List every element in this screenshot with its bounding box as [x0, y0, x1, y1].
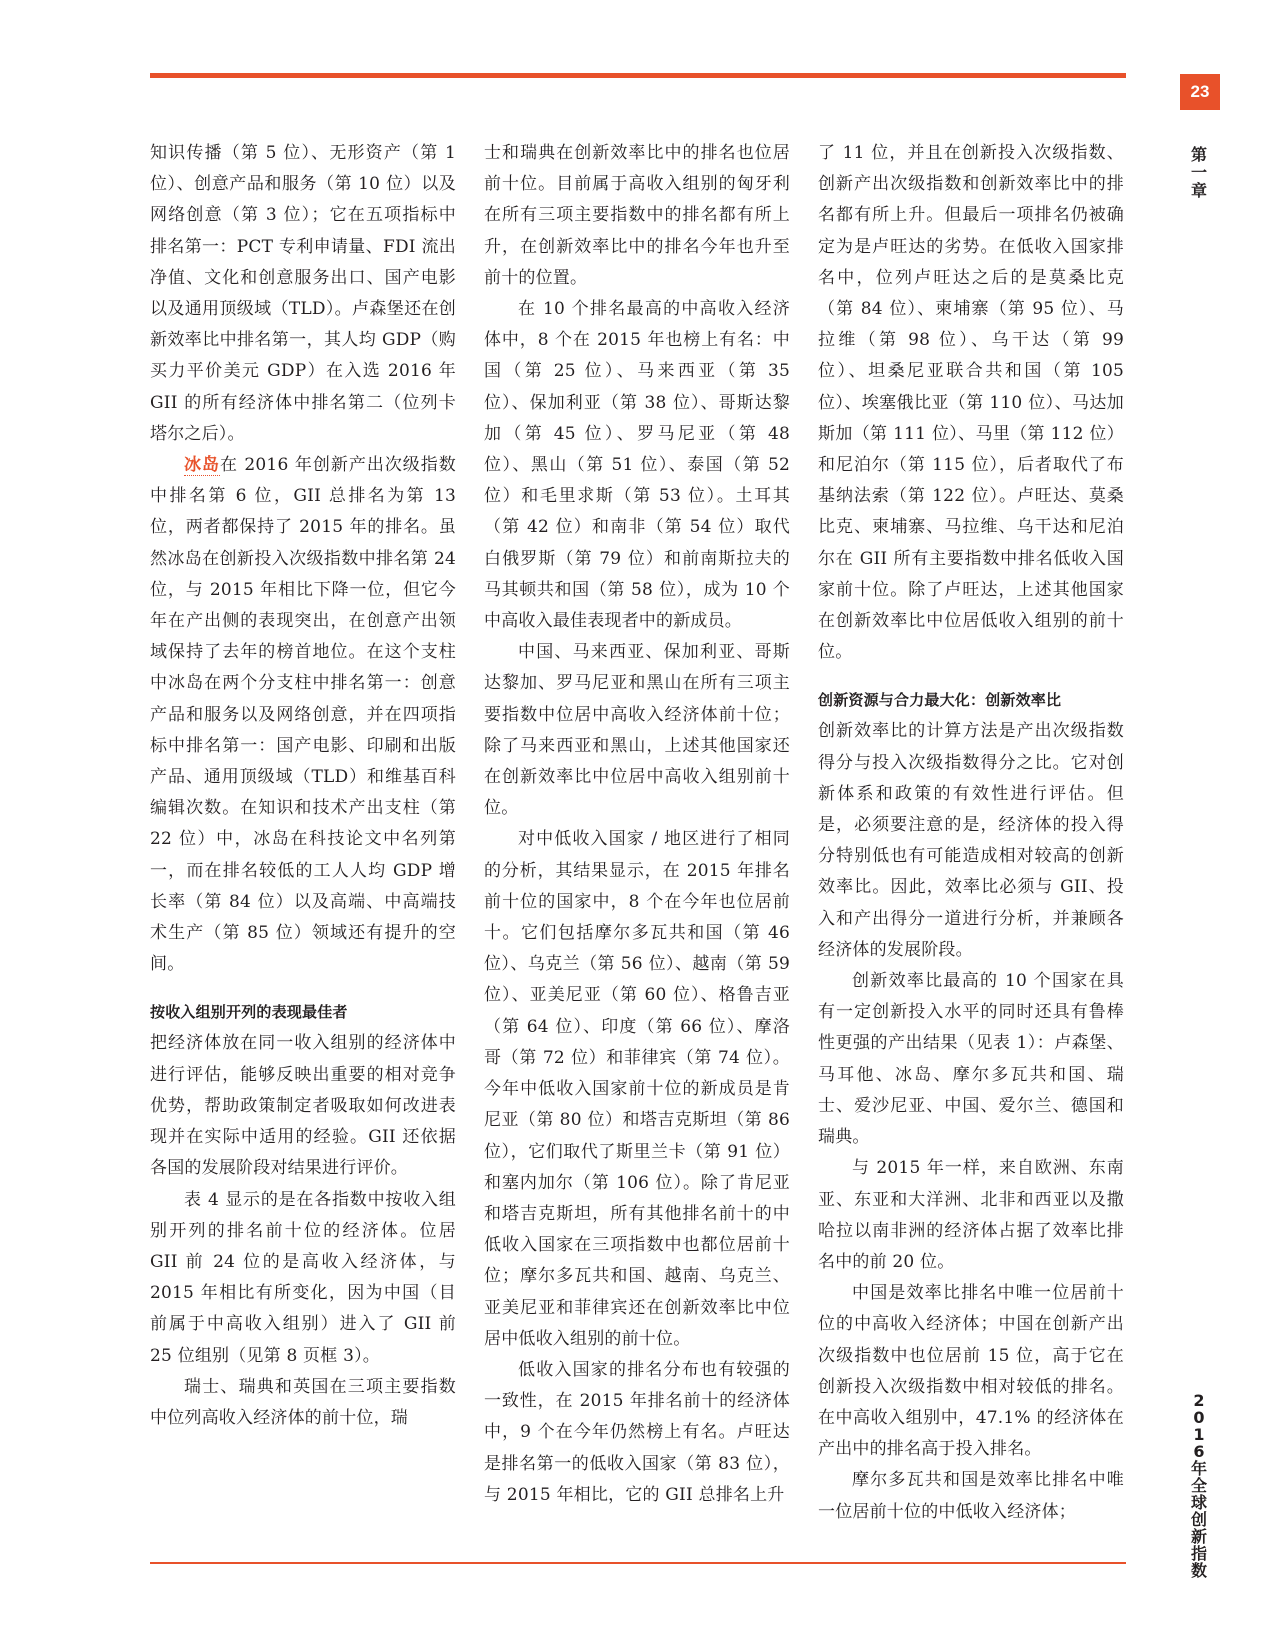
paragraph: 对中低收入国家 / 地区进行了相同的分析，其结果显示，在 2015 年排名前十位的国家中，8 个在今年也位居前十。它们包括摩尔多瓦共和国（第 46 位）、乌克兰（第 56 位）、越南（第 59 位）、亚美尼亚（第 60 位）、格鲁吉亚（第 64 位）、印度（第 66 位）、摩洛哥（第 72 位）和菲律宾（第 74 位）。今年中低收入国家前十位的新成员是肯尼亚（第 80 位）和塔吉克斯坦（第 86 位），它们取代了斯里兰卡（第 91 位）和塞内加尔（第 106 位）。除了肯尼亚和塔吉克斯坦，所有其他排名前十的中低收入国家在三项指数中也都位居前十位；摩尔多瓦共和国、越南、乌克兰、亚美尼亚和菲律宾还在创新效率比中位居中低收入组别的前十位。 [484, 829, 790, 1349]
book-title-char: 0 [1193, 1408, 1205, 1427]
section-heading: 按收入组别开列的表现最佳者 [150, 1003, 348, 1022]
paragraph: 低收入国家的排名分布也有较强的一致性，在 2015 年排名前十的经济体中，9 个在今年仍然榜上有名。卢旺达是排名第一的低收入国家（第 83 位），与 2015 年相比，它的 GII 总排名上升 [484, 1359, 790, 1505]
paragraph: 创新效率比的计算方法是产出次级指数得分与投入次级指数得分之比。它对创新体系和政策的有效性进行评估。但是，必须要注意的是，经济体的投入得分特别低也有可能造成相对较高的创新效率比。因此，效率比必须与 GII、投入和产出得分一道进行分析，并兼顾各经济体的发展阶段。 [818, 721, 1124, 960]
paragraph-text: 在 2016 年创新产出次级指数中排名第 6 位，GII 总排名为第 13 位，两者都保持了 2015 年的排名。虽然冰岛在创新投入次级指数中排名第 24 位，与 2015 年相比下降一位，但它今年在产出侧的表现突出，在创意产出领域保持了去年的榜首地位。在这个支柱中冰岛在两个分支柱中排名第一：创意产品和服务以及网络创意，并在四项指标中排名第一：国产电影、印刷和出版产品、通用顶级域（TLD）和维基百科编辑次数。在知识和技术产出支柱（第 22 位）中，冰岛在科技论文中名列第一，而在排名较低的工人人均 GDP 增长率（第 84 位）以及高端、中高端技术生产（第 85 位）领域还有提升的空间。 [150, 455, 456, 975]
text-column-1 [150, 138, 456, 1434]
book-title-char: 球 [1190, 1493, 1207, 1512]
paragraph: 表 4 显示的是在各指数中按收入组别开列的排名前十位的经济体。位居 GII 前 24 位的是高收入经济体，与 2015 年相比有所变化，因为中国（目前属于中高收入组别）进入了 GII 前 25 位组别（见第 8 页框 3）。 [150, 1189, 456, 1366]
book-title-char: 1 [1193, 1425, 1205, 1444]
top-rule [150, 73, 1126, 78]
book-title-char: 指 [1190, 1544, 1207, 1563]
chapter-char: 一 [1190, 163, 1207, 182]
paragraph: 把经济体放在同一收入组别的经济体中进行评估，能够反映出重要的相对竞争优势，帮助政策制定者吸取如何改进表现并在实际中适用的经验。GII 还依据各国的发展阶段对结果进行评价。 [150, 1033, 456, 1179]
paragraph: 创新效率比最高的 10 个国家在具有一定创新投入水平的同时还具有鲁棒性更强的产出结果（见表 1）：卢森堡、马耳他、冰岛、摩尔多瓦共和国、瑞士、爱沙尼亚、中国、爱尔兰、德国和瑞典。 [818, 971, 1124, 1148]
chapter-char: 第 [1190, 145, 1207, 164]
text-column-3 [818, 138, 1124, 1528]
paragraph: 中国是效率比排名中唯一位居前十位的中高收入经济体；中国在创新产出次级指数中也位居前 15 位，高于它在创新投入次级指数中相对较低的排名。在中高收入组别中，47.1% 的经济体在产出中的排名高于投入排名。 [818, 1283, 1124, 1460]
page-number: 23 [1190, 82, 1210, 101]
paragraph: 摩尔多瓦共和国是效率比排名中唯一位居前十位的中低收入经济体； [818, 1470, 1124, 1522]
page-number-badge [1180, 74, 1220, 110]
book-title-char: 数 [1190, 1561, 1207, 1580]
book-title-char: 年 [1190, 1459, 1207, 1478]
paragraph: 了 11 位，并且在创新投入次级指数、创新产出次级指数和创新效率比中的排名都有所上升。但最后一项排名仍被确定为是卢旺达的劣势。在低收入国家排名中，位列卢旺达之后的是莫桑比克（第 84 位）、柬埔寨（第 95 位）、马拉维（第 98 位）、乌干达（第 99 位）、坦桑尼亚联合共和国（第 105 位）、埃塞俄比亚（第 110 位）、马达加斯加（第 111 位）、马里（第 112 位）和尼泊尔（第 115 位），后者取代了布基纳法索（第 122 位）。卢旺达、莫桑比克、柬埔寨、马拉维、乌干达和尼泊尔在 GII 所有主要指数中排名低收入国家前十位。除了卢旺达，上述其他国家在创新效率比中位居低收入组别的前十位。 [818, 143, 1124, 663]
book-title-char: 创 [1190, 1510, 1207, 1529]
paragraph: 知识传播（第 5 位）、无形资产（第 1 位）、创意产品和服务（第 10 位）以及网络创意（第 3 位）；它在五项指标中排名第一：PCT 专利申请量、FDI 流出净值、文化和创意服务出口、国产电影以及通用顶级域（TLD）。卢森堡还在创新效率比中排名第一，其人均 GDP（购买力平价美元 GDP）在入选 2016 年 GII 的所有经济体中排名第二（位列卡塔尔之后）。 [150, 143, 456, 444]
book-title-char: 新 [1190, 1527, 1207, 1546]
text-column-2 [484, 138, 790, 1511]
section-heading: 创新资源与合力最大化：创新效率比 [818, 691, 1062, 710]
paragraph: 在 10 个排名最高的中高收入经济体中，8 个在 2015 年也榜上有名：中国（第 25 位）、马来西亚（第 35 位）、保加利亚（第 38 位）、哥斯达黎加（第 45 位）、罗马尼亚（第 48 位）、黑山（第 51 位）、泰国（第 52 位）和毛里求斯（第 53 位）。土耳其（第 42 位）和南非（第 54 位）取代白俄罗斯（第 79 位）和前南斯拉夫的马其顿共和国（第 58 位），成为 10 个中高收入最佳表现者中的新成员。 [484, 299, 790, 632]
chapter-char: 章 [1190, 181, 1207, 200]
chapter-label [1188, 146, 1210, 200]
keyword-iceland: 冰岛 [184, 455, 220, 476]
book-title-char: 2 [1193, 1391, 1205, 1410]
book-title-char: 全 [1190, 1476, 1207, 1495]
paragraph-iceland [150, 450, 456, 980]
paragraph: 瑞士、瑞典和英国在三项主要指数中位列高收入经济体的前十位，瑞 [150, 1376, 456, 1428]
paragraph: 士和瑞典在创新效率比中的排名也位居前十位。目前属于高收入组别的匈牙利在所有三项主要指数中的排名都有所上升，在创新效率比中的排名今年也升至前十的位置。 [484, 143, 790, 288]
book-title-char: 6 [1193, 1442, 1205, 1461]
bottom-rule [150, 1562, 1126, 1564]
paragraph: 中国、马来西亚、保加利亚、哥斯达黎加、罗马尼亚和黑山在所有三项主要指数中位居中高收入经济体前十位；除了马来西亚和黑山，上述其他国家还在创新效率比中位居中高收入组别前十位。 [484, 642, 790, 819]
book-title-vertical [1188, 1392, 1210, 1579]
paragraph: 与 2015 年一样，来自欧洲、东南亚、东亚和大洋洲、北非和西亚以及撒哈拉以南非洲的经济体占据了效率比排名中的前 20 位。 [818, 1158, 1124, 1272]
